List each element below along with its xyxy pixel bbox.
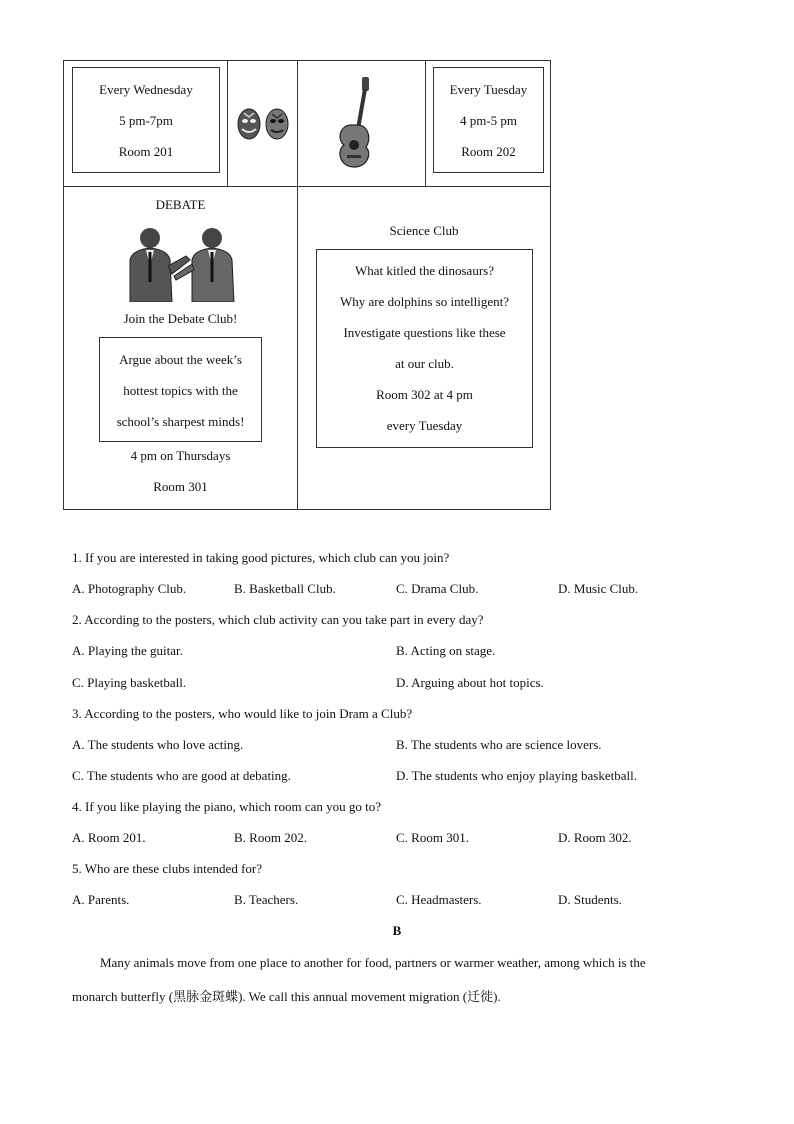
answer-option[interactable]: A. Photography Club. — [72, 581, 187, 596]
answer-option[interactable]: B. Acting on stage. — [396, 643, 496, 658]
divider — [425, 61, 426, 186]
answer-option[interactable]: C. Headmasters. — [396, 892, 482, 907]
science-line: Room 302 at 4 pm — [376, 387, 473, 402]
schedule-time: 5 pm-7pm — [119, 113, 173, 128]
answer-option[interactable]: D. Music Club. — [558, 581, 639, 596]
schedule-day: Every Tuesday — [449, 82, 528, 97]
debate-description-line: hottest topics with the — [123, 383, 238, 398]
answer-option[interactable]: D. Arguing about hot topics. — [396, 675, 544, 690]
divider — [227, 61, 228, 186]
section-heading: B — [392, 923, 402, 938]
opera-masks-icon — [236, 107, 290, 141]
debaters-illustration — [120, 226, 244, 302]
debate-description-line: Argue about the week’s — [119, 352, 242, 367]
answer-option[interactable]: D. Room 302. — [558, 830, 632, 845]
answer-option[interactable]: A. Playing the guitar. — [72, 643, 183, 658]
wednesday-club-box — [72, 67, 220, 173]
answer-option[interactable]: A. The students who love acting. — [72, 737, 244, 752]
schedule-time: 4 pm-5 pm — [459, 113, 518, 128]
answer-option[interactable]: D. The students who enjoy playing basketball. — [396, 768, 637, 783]
science-club-box — [316, 249, 533, 448]
science-line: every Tuesday — [386, 418, 463, 433]
answer-option[interactable]: C. Room 301. — [396, 830, 469, 845]
question-text: 5. Who are these clubs intended for? — [72, 861, 262, 876]
debate-title: DEBATE — [155, 197, 206, 212]
science-line: Why are dolphins so intelligent? — [340, 294, 509, 309]
question-text: 3. According to the posters, who would like to join Dram a Club? — [72, 706, 413, 721]
debate-join-text: Join the Debate Club! — [123, 311, 238, 326]
answer-option[interactable]: B. Room 202. — [234, 830, 307, 845]
answer-option[interactable]: A. Room 201. — [72, 830, 146, 845]
divider — [64, 186, 550, 187]
question-text: 1. If you are interested in taking good pictures, which club can you join? — [72, 550, 450, 565]
debate-description-line: school’s sharpest minds! — [116, 414, 245, 429]
guitar-icon — [336, 77, 384, 169]
debate-room: Room 301 — [153, 479, 208, 494]
schedule-day: Every Wednesday — [99, 82, 193, 97]
question-text: 2. According to the posters, which club activity can you take part in every day? — [72, 612, 484, 627]
science-line: What kitled the dinosaurs? — [355, 263, 494, 278]
tuesday-club-box — [433, 67, 544, 173]
answer-option[interactable]: A. Parents. — [72, 892, 130, 907]
passage-line: Many animals move from one place to another for food, partners or warmer weather, among which is the — [100, 955, 646, 970]
debate-description-box — [99, 337, 262, 442]
answer-option[interactable]: C. The students who are good at debating. — [72, 768, 291, 783]
answer-option[interactable]: C. Drama Club. — [396, 581, 479, 596]
club-posters — [63, 60, 551, 510]
schedule-room: Room 201 — [118, 144, 174, 159]
answer-option[interactable]: B. The students who are science lovers. — [396, 737, 602, 752]
schedule-room: Room 202 — [461, 144, 516, 159]
question-text: 4. If you like playing the piano, which room can you go to? — [72, 799, 382, 814]
science-club-title: Science Club — [389, 223, 459, 238]
answer-option[interactable]: B. Basketball Club. — [234, 581, 336, 596]
answer-option[interactable]: D. Students. — [558, 892, 622, 907]
debate-time: 4 pm on Thursdays — [130, 448, 231, 463]
science-line: Investigate questions like these — [343, 325, 506, 340]
science-line: at our club. — [395, 356, 454, 371]
passage-line: monarch butterfly (黑脉金斑蝶). We call this annual movement migration (迁徙). — [72, 989, 501, 1004]
answer-option[interactable]: B. Teachers. — [234, 892, 299, 907]
divider — [297, 61, 298, 510]
answer-option[interactable]: C. Playing basketball. — [72, 675, 187, 690]
